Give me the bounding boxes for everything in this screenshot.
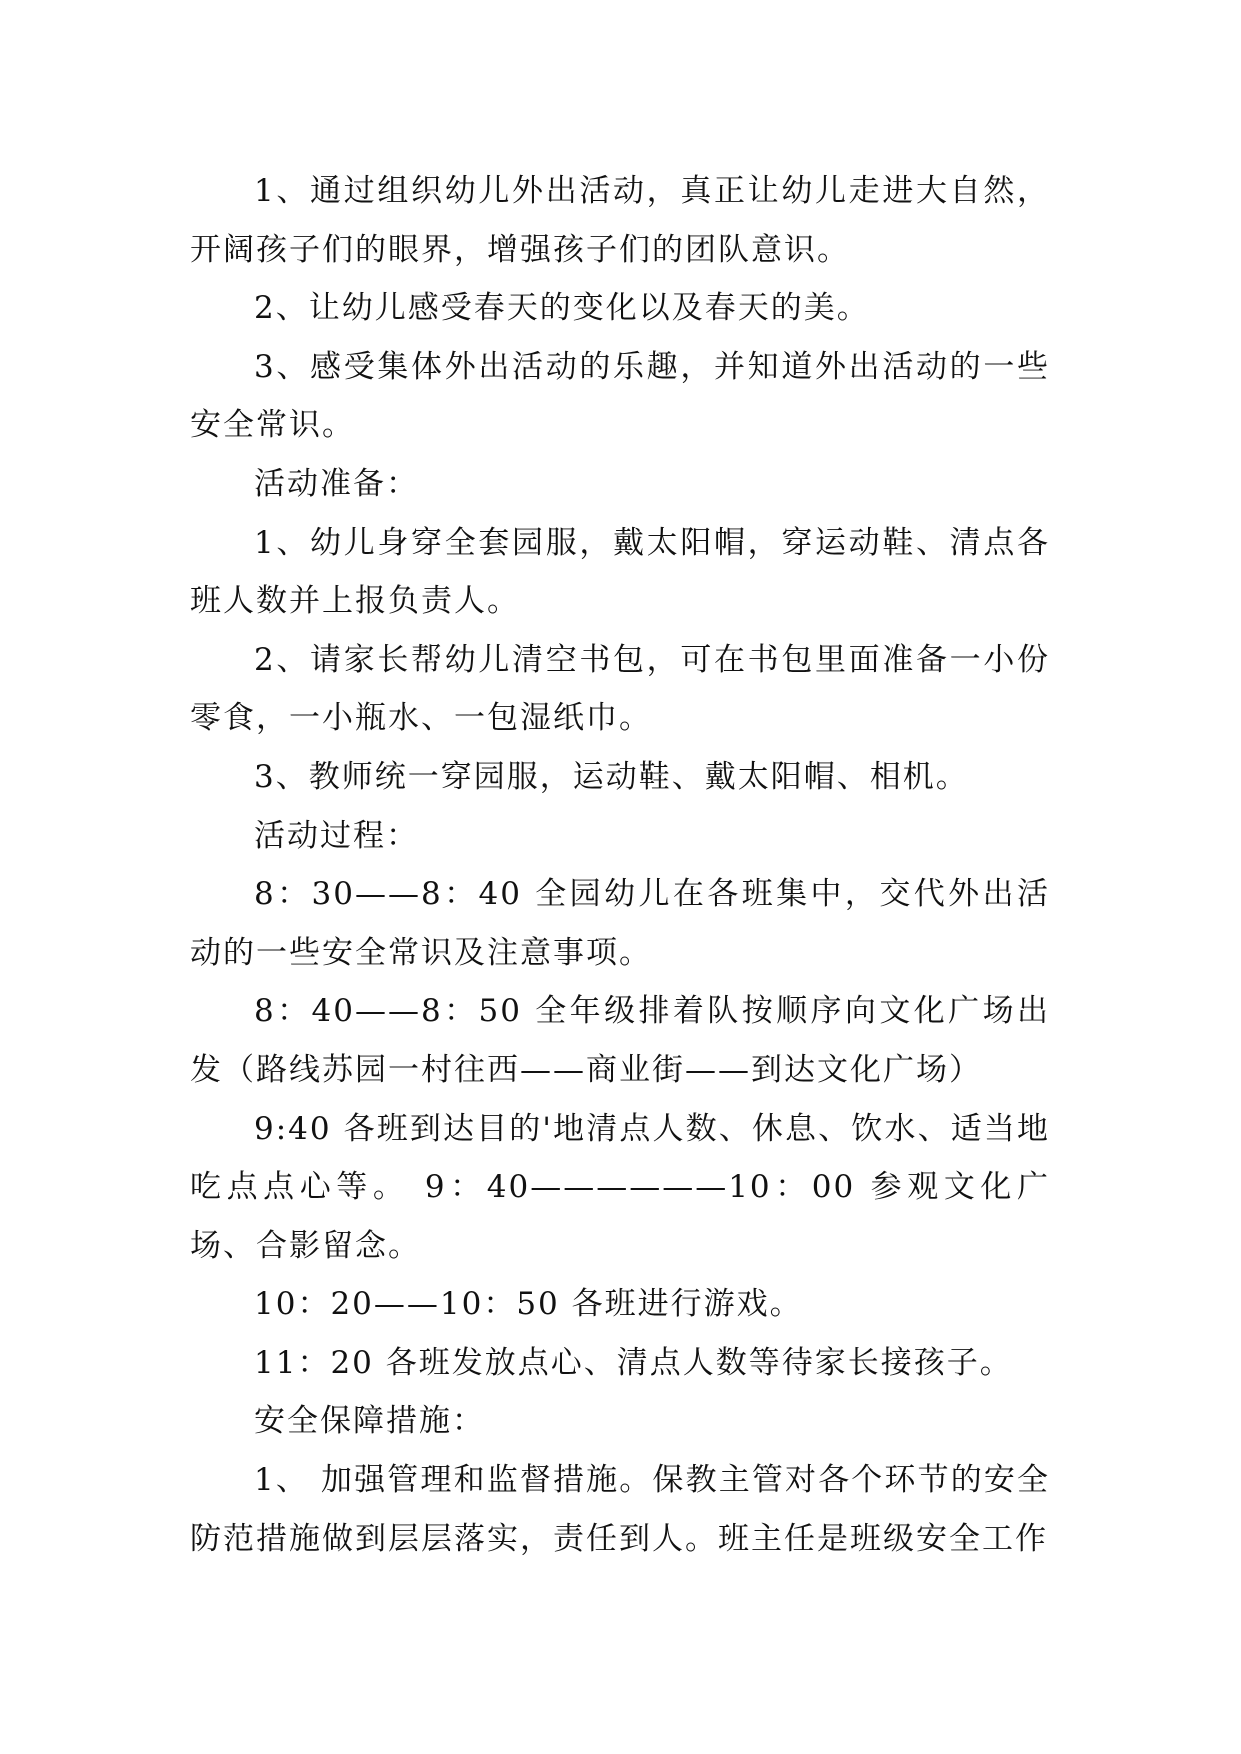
paragraph-process-2: 8：40——8：50 全年级排着队按顺序向文化广场出发（路线苏园一村往西——商业街——到达文化广场） (190, 993, 1050, 1088)
section-heading-process: 活动过程： (254, 817, 419, 854)
section-heading-safety: 安全保障措施： (254, 1403, 485, 1440)
paragraph-process-5: 11：20 各班发放点心、清点人数等待家长接孩子。 (254, 1344, 1013, 1381)
paragraph-safety-1: 1、 加强管理和监督措施。保教主管对各个环节的安全防范措施做到层层落实，责任到人。班主任是班级安全工作 (190, 1462, 1050, 1557)
paragraph-process-4: 10：20——10：50 各班进行游戏。 (254, 1286, 803, 1323)
paragraph-process-1: 8：30——8：40 全园幼儿在各班集中，交代外出活动的一些安全常识及注意事项。 (190, 876, 1050, 971)
paragraph-goal-3: 3、感受集体外出活动的乐趣，并知道外出活动的一些安全常识。 (190, 348, 1050, 444)
paragraph-goal-1: 1、通过组织幼儿外出活动，真正让幼儿走进大自然，开阔孩子们的眼界，增强孩子们的团队意识。 (190, 173, 1050, 268)
paragraph-process-3: 9:40 各班到达目的'地清点人数、休息、饮水、适当地吃点点心等。 9：40——————10：00 参观文化广场、合影留念。 (190, 1110, 1050, 1264)
paragraph-preparation-2: 2、请家长帮幼儿清空书包，可在书包里面准备一小份零食，一小瓶水、一包湿纸巾。 (190, 641, 1050, 737)
paragraph-goal-2: 2、让幼儿感受春天的变化以及春天的美。 (254, 290, 870, 327)
section-heading-preparation: 活动准备： (254, 465, 419, 502)
paragraph-preparation-3: 3、教师统一穿园服，运动鞋、戴太阳帽、相机。 (254, 758, 969, 795)
document-body (190, 162, 1050, 1568)
paragraph-preparation-1: 1、幼儿身穿全套园服，戴太阳帽，穿运动鞋、清点各班人数并上报负责人。 (190, 524, 1050, 620)
